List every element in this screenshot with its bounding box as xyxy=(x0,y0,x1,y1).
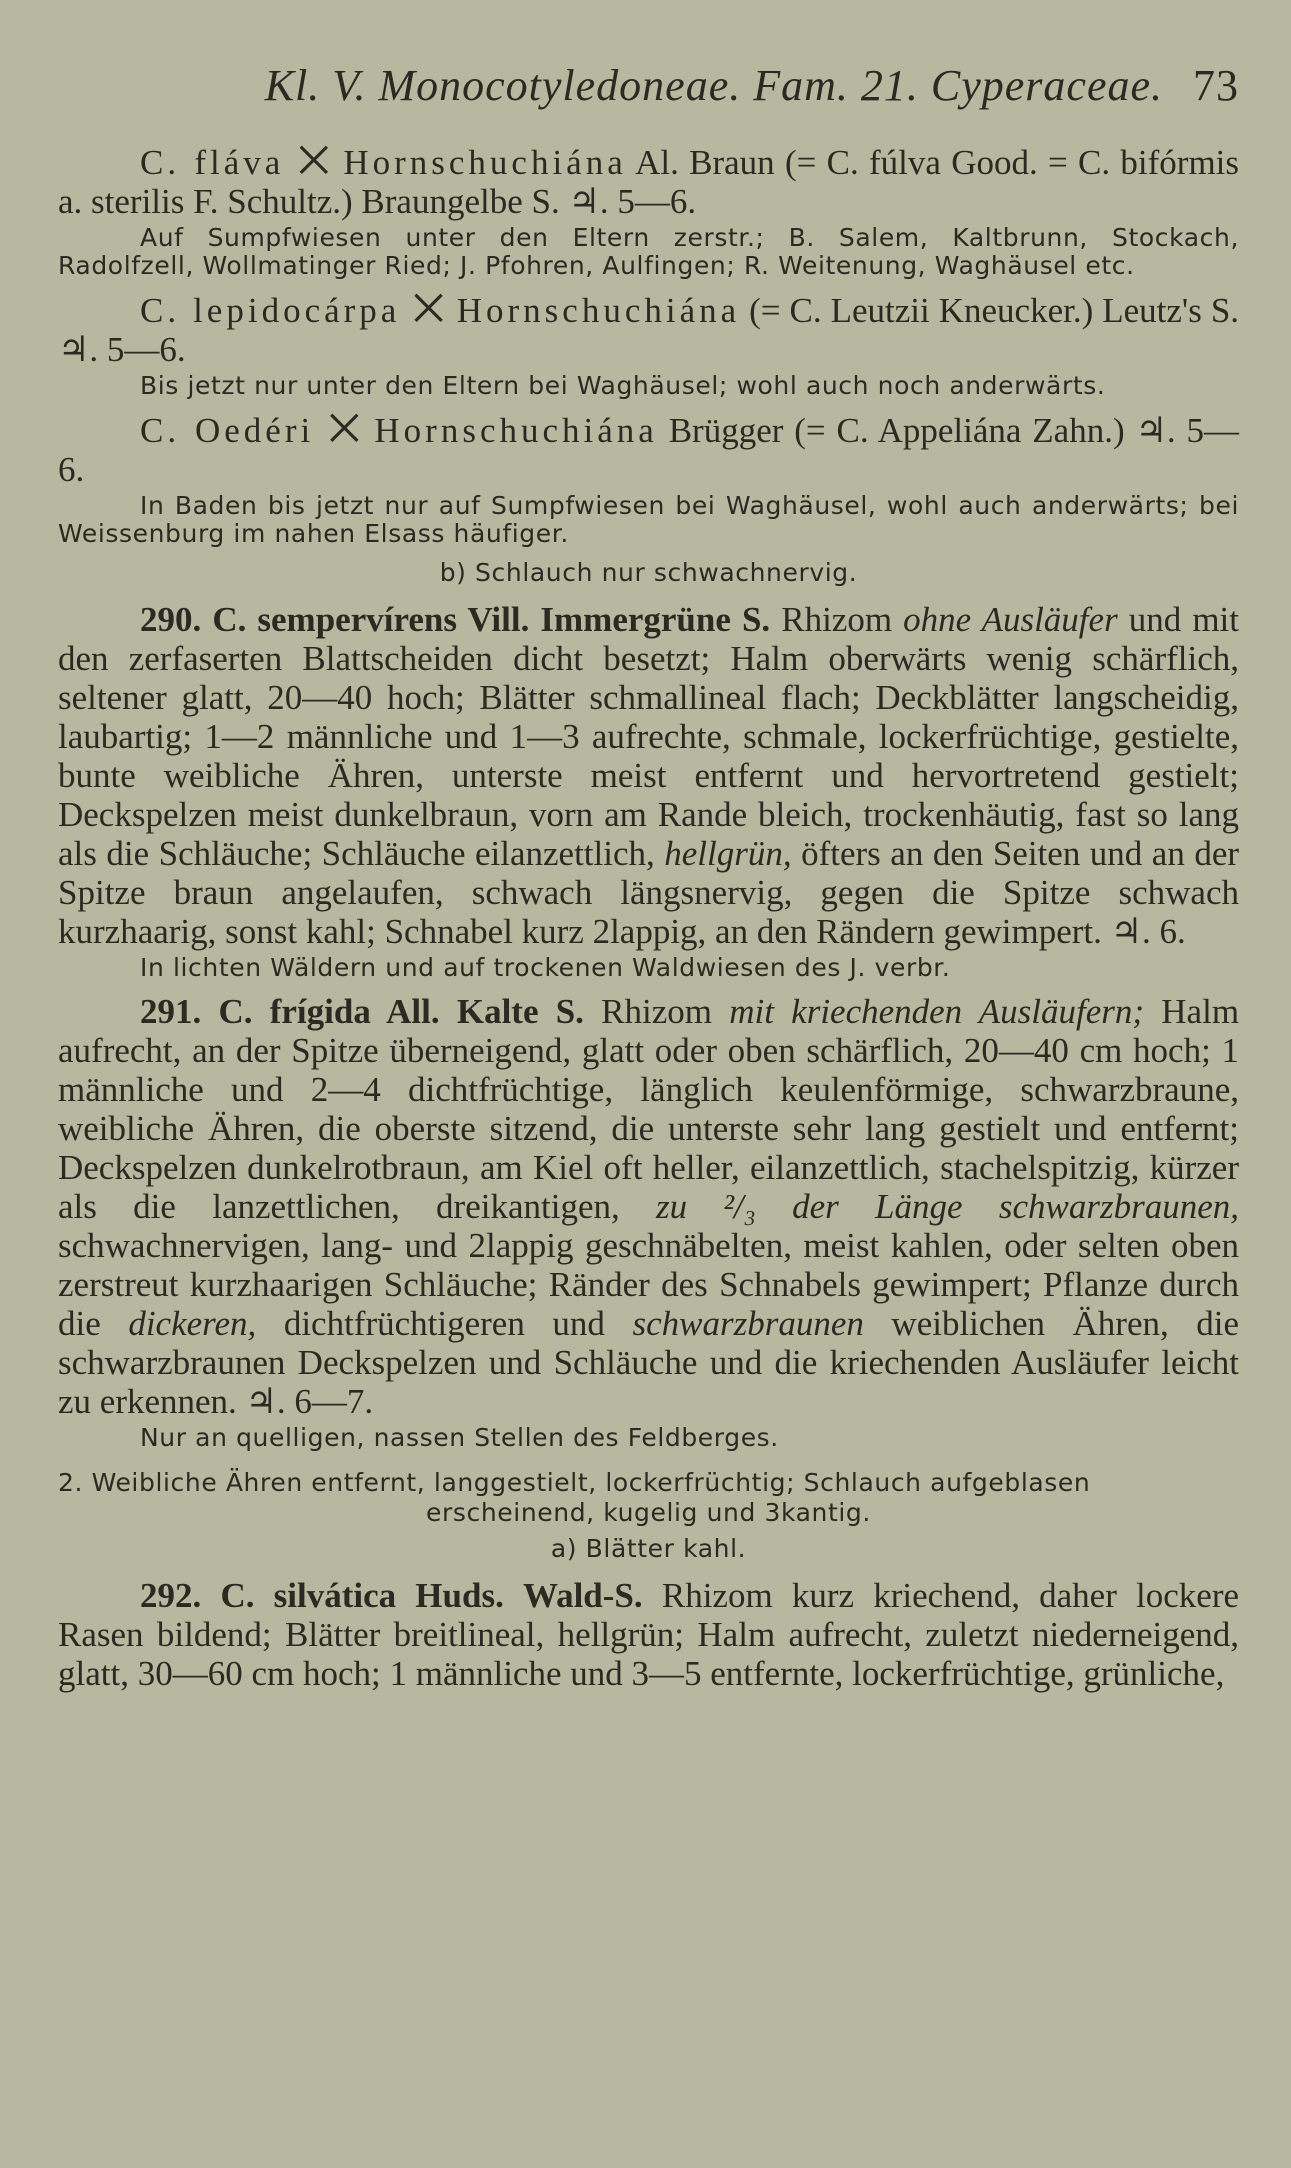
habitat-note: In Baden bis jetzt nur auf Sumpfwiesen bei Waghäusel, wohl auch anderwärts; bei Weissenburg im nahen Elsass häufiger. xyxy=(58,491,1239,548)
hybrid-entry-oederi xyxy=(58,407,1240,489)
hybrid-entry-lepidocarpa xyxy=(58,287,1240,369)
habitat-note: Auf Sumpfwiesen unter den Eltern zerstr.; B. Salem, Kaltbrunn, Stockach, Radolfzell, Wollmatinger Ried; J. Pfohren, Aulfingen; R. Weitenung, Waghäusel etc. xyxy=(58,223,1239,280)
header-title: Kl. V. Monocotyledoneae. Fam. 21. Cyperaceae. xyxy=(264,61,1163,110)
key-line: 2. Weibliche Ähren entfernt, langgestielt, lockerfrüchtig; Schlauch aufgeblasen xyxy=(58,1468,1091,1497)
species-entry-291 xyxy=(58,992,1239,1421)
entry-text: Al. Braun (= C. fúlva Good. = C. bifórmis a. sterilis F. Schultz.) Braungelbe S. ♃. 5—6. xyxy=(58,143,1240,221)
entry-text: Rhizom xyxy=(601,992,712,1031)
habitat-note: In lichten Wäldern und auf trockenen Waldwiesen des J. verbr. xyxy=(140,953,951,982)
species-number: 291. xyxy=(140,992,202,1031)
species-number: 290. xyxy=(140,600,202,639)
entry-text: (= C. Leutzii Kneucker.) Leutz's S. ♃. 5—6. xyxy=(58,291,1240,369)
entry-text: Brügger (= C. Appeliána Zahn.) ♃. 5—6. xyxy=(58,411,1240,489)
entry-emphasis: ohne Ausläufer xyxy=(903,600,1118,639)
hybrid-entry-flava xyxy=(58,139,1240,221)
species-entry-292 xyxy=(58,1576,1239,1693)
species-name: C. frígida All. xyxy=(218,992,440,1031)
entry-emphasis: schwarzbraunen xyxy=(632,1304,864,1343)
habitat-note: Nur an quelligen, nassen Stellen des Feldberges. xyxy=(140,1423,779,1452)
key-couplet-2 xyxy=(58,1468,1239,1528)
entry-emphasis: hellgrün, xyxy=(664,834,792,873)
common-name: Wald-S. xyxy=(523,1576,643,1615)
entry-text: und mit den zerfaserten Blattscheiden dicht besetzt; Halm oberwärts wenig schärflich, seltener glatt, 20—40 hoch; Blätter schmallineal flach; Deckblätter langscheidig, laubartig; 1—2 männliche und 1—3 aufrechte, schmale, lockerfrüchtige, gestielte, bunte weibliche Ähren, unterste meist entfernt und hervortretend gestielt; Deckspelzen meist dunkelbraun, vorn am Rande bleich, trockenhäutig, fast so lang als die Schläuche; Schläuche eilanzettlich, xyxy=(58,600,1239,873)
entry-emphasis: mit kriechenden Ausläufern; xyxy=(729,992,1145,1031)
entry-text: Rhizom kurz kriechend, daher lockere Rasen bildend; Blätter breitlineal, hellgrün; Halm aufrecht, zuletzt niederneigend, glatt, 30—60 cm hoch; 1 männliche und 3—5 entfernte, lockerfrüchtige, grünliche, xyxy=(58,1576,1240,1693)
species-entry-290 xyxy=(58,600,1239,951)
page-number: 73 xyxy=(1193,61,1239,110)
habitat-note: Bis jetzt nur unter den Eltern bei Waghäusel; wohl auch noch anderwärts. xyxy=(140,371,1106,400)
hybrid-cross-symbol: ⨉ xyxy=(329,407,360,451)
species-name: Hornschuchiána xyxy=(343,143,627,182)
species-name: C. sempervírens Vill. xyxy=(212,600,530,639)
entry-emphasis: dickeren, xyxy=(128,1304,257,1343)
species-name: C. lepidocárpa xyxy=(140,291,401,330)
key-line: erscheinend, kugelig und 3kantig. xyxy=(426,1498,871,1527)
subheading-b: b) Schlauch nur schwachnervig. xyxy=(439,558,858,587)
common-name: Immergrüne S. xyxy=(540,600,771,639)
hybrid-cross-symbol: ⨉ xyxy=(298,139,330,183)
species-name: C. fláva xyxy=(140,143,285,182)
species-name: C. Oedéri xyxy=(140,411,315,450)
species-name: Hornschuchiána xyxy=(456,291,741,330)
species-name: C. silvática Huds. xyxy=(220,1576,504,1615)
running-header xyxy=(58,60,1239,120)
subheading-a: a) Blätter kahl. xyxy=(550,1534,747,1563)
entry-text: Rhizom xyxy=(781,600,893,639)
entry-text: schwachnervigen, lang- und 2lappig geschnäbelten, meist kahlen, oder selten oben zerstreut kurzhaarigen Schläuche; Ränder des Schnabels gewimpert; Pflanze durch die xyxy=(58,1226,1239,1343)
entry-emphasis: zu ²/₃ der Länge schwarzbraunen, xyxy=(656,1187,1239,1226)
species-number: 292. xyxy=(140,1576,202,1615)
common-name: Kalte S. xyxy=(456,992,584,1031)
entry-text: Halm aufrecht, an der Spitze überneigend, glatt oder oben schärflich, 20—40 cm hoch; 1 männliche und 2—4 dichtfrüchtige, länglich keulenförmige, schwarzbraune, weibliche Ähren, die oberste sitzend, die unterste sehr lang gestielt und entfernt; Deckspelzen dunkelrotbraun, am Kiel oft heller, eilanzettlich, stachelspitzig, kürzer als die lanzettlichen, dreikantigen, xyxy=(58,992,1240,1226)
entry-text: dichtfrüchtigeren und xyxy=(283,1304,605,1343)
species-name: Hornschuchiána xyxy=(374,411,658,450)
hybrid-cross-symbol: ⨉ xyxy=(413,287,444,331)
entry-text: weiblichen Ähren, die schwarzbraunen Deckspelzen und Schläuche und die kriechenden Ausläufer leicht zu erkennen. ♃. 6—7. xyxy=(58,1304,1240,1421)
entry-text: öfters an den Seiten und an der Spitze braun angelaufen, schwach längsnervig, gegen die Spitze schwach kurzhaarig, sonst kahl; Schnabel kurz 2lappig, an den Rändern gewimpert. ♃. 6. xyxy=(58,834,1240,951)
